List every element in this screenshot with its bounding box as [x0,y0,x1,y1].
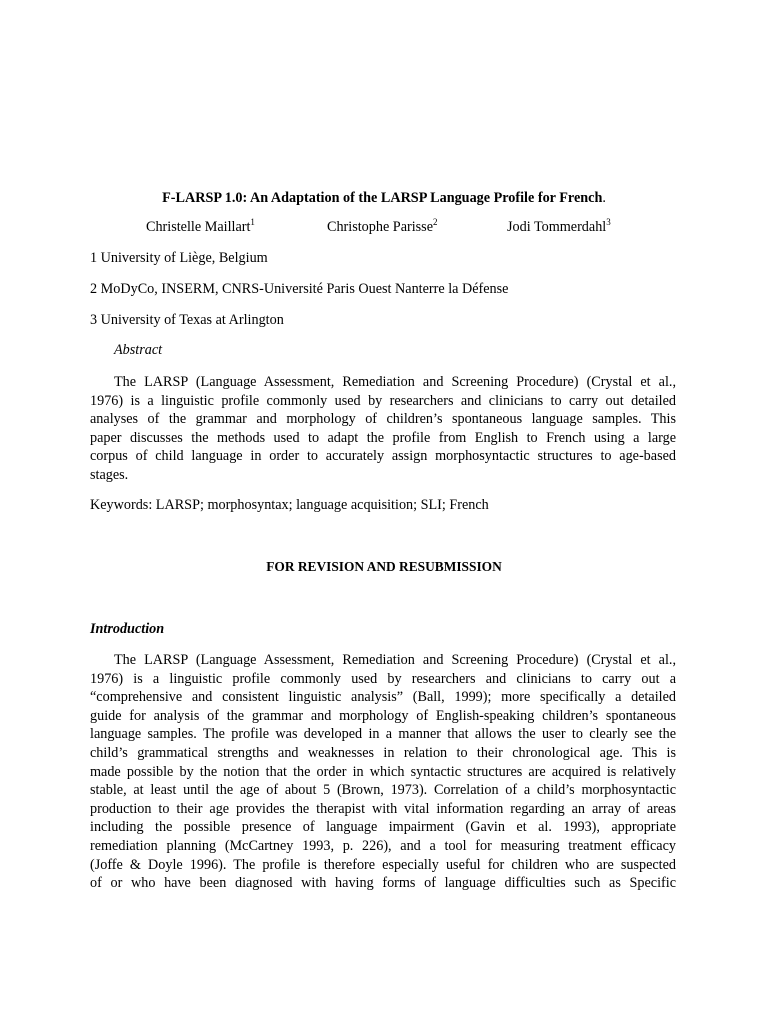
author [507,218,611,236]
paper-title [0,189,768,207]
author-name: Christelle Maillart [146,219,251,235]
abstract-line: 1976) is a linguistic profile commonly used by researchers and clinicians to carry out detailed [90,392,676,409]
author [146,218,255,236]
body-line: 1976) is a linguistic profile commonly used by researchers and clinicians to carry out a [90,670,676,687]
abstract-line: The LARSP (Language Assessment, Remediation and Screening Procedure) (Crystal et al., [114,374,676,390]
abstract-paragraph [90,373,676,485]
abstract-line: corpus of child language in order to accurately assign morphosyntactic structures to age-based [90,448,676,465]
body-line: including the possible presence of language impairment (Gavin et al. 1993), appropriate [90,819,676,836]
body-line: remediation planning (McCartney 1993, p. 226), and a tool for measuring treatment efficacy [90,837,676,854]
author-list [0,218,768,238]
body-line: of or who have been diagnosed with having forms of language difficulties such as Specific [90,875,676,892]
affiliation: 3 University of Texas at Arlington [90,312,284,328]
body-line: production to their age provides the therapist with vital information regarding an array of areas [90,800,676,817]
abstract-line: stages. [90,466,129,483]
body-line: stable, at least until the age of about 5 (Brown, 1973). Correlation of a child’s morphosyntactic [90,782,676,799]
affiliation-mark: 1 [250,217,255,227]
body-line: guide for analysis of the grammar and morphology of English-speaking children’s spontaneous [90,707,676,724]
paper-title-main: F-LARSP 1.0: An Adaptation of the LARSP Language Profile for French [162,190,603,206]
affiliation-mark: 3 [606,217,611,227]
body-line: (Joffe & Doyle 1996). The profile is therefore especially useful for children who are suspected [90,856,676,873]
paper-title-period: . [602,190,606,206]
abstract-heading: Abstract [114,342,163,358]
body-line: The LARSP (Language Assessment, Remediation and Screening Procedure) (Crystal et al., [114,652,676,668]
abstract-line: paper discusses the methods used to adapt the profile from English to French using a large [90,429,676,446]
body-line: language samples. The profile was developed in a manner that allows the user to clearly see the [90,726,676,743]
author-name: Jodi Tommerdahl [507,219,607,235]
section-heading-introduction: Introduction [90,621,165,637]
body-line: child’s grammatical strengths and weaknesses in relation to their chronological age. This is [90,744,676,761]
author [327,218,438,236]
affiliation-mark: 2 [433,217,438,227]
revision-notice: FOR REVISION AND RESUBMISSION [266,559,502,574]
affiliation: 2 MoDyCo, INSERM, CNRS-Université Paris Ouest Nanterre la Défense [90,281,509,297]
author-name: Christophe Parisse [327,219,434,235]
affiliation: 1 University of Liège, Belgium [90,250,268,266]
body-line: “comprehensive and consistent linguistic analysis” (Ball, 1999); more specifically a detailed [90,689,676,706]
introduction-paragraph [90,651,676,893]
body-line: made possible by the notion that the order in which syntactic structures are acquired is relatively [90,763,676,780]
abstract-line: analyses of the grammar and morphology of children’s spontaneous language samples. This [90,411,676,428]
keywords-line: Keywords: LARSP; morphosyntax; language acquisition; SLI; French [90,497,489,513]
